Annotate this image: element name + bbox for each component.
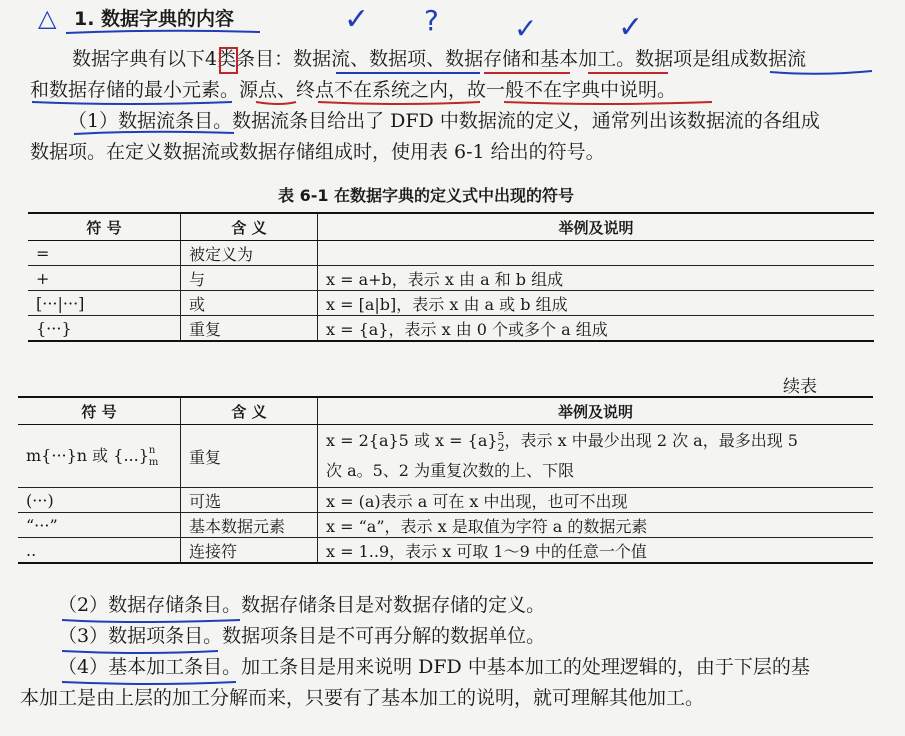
cell-symbol: +: [28, 266, 181, 291]
check-mark-icon: ✓: [344, 2, 370, 37]
intro-line-2: 和数据存储的最小元素。源点、终点不在系统之内，故一般不在字典中说明。: [30, 79, 677, 101]
continued-label: 续表: [783, 377, 817, 397]
table-row: [28, 316, 874, 342]
cell-meaning: 重复: [181, 316, 318, 342]
cell-symbol: =: [28, 241, 181, 266]
check-mark-icon: ✓: [618, 10, 644, 45]
table-row: [28, 291, 874, 316]
intro-pen-marks: [0, 40, 905, 110]
header-symbol: 符 号: [18, 397, 181, 425]
cell-example: x = 1..9，表示 x 可取 1～9 中的任意一个值: [318, 538, 874, 564]
table-row: [28, 266, 874, 291]
table1-caption: 表 6-1 在数据字典的定义式中出现的符号: [278, 186, 575, 205]
intro-line-1: 数据字典有以下4类条目：数据流、数据项、数据存储和基本加工。数据项是组成数据流: [72, 48, 807, 70]
item3-line: （3）数据项条目。数据项条目是不可再分解的数据单位。: [58, 625, 546, 647]
desc-sub: 2: [497, 440, 505, 454]
cell-meaning: 与: [181, 266, 318, 291]
repeat-desc-line2: 次 a。5、2 为重复次数的上、下限: [326, 461, 575, 480]
cell-meaning: 重复: [181, 425, 318, 488]
symbol-table: [28, 212, 874, 342]
item4-line-1: （4）基本加工条目。加工条目是用来说明 DFD 中基本加工的处理逻辑的，由于下层的基: [58, 656, 810, 678]
cell-meaning: 可选: [181, 488, 318, 513]
cell-example: [318, 425, 874, 488]
cell-symbol: “···”: [18, 513, 181, 538]
table-row: [18, 488, 873, 513]
table-header-row: [28, 213, 874, 241]
header-symbol: 符 号: [28, 213, 181, 241]
item4-line-2: 本加工是由上层的加工分解而来，只要有了基本加工的说明，就可理解其他加工。: [20, 687, 705, 709]
cell-example: x = [a|b]，表示 x 由 a 或 b 组成: [318, 291, 875, 316]
cell-example: x = “a”，表示 x 是取值为字符 a 的数据元素: [318, 513, 874, 538]
table-header-row: [18, 397, 873, 425]
header-example: 举例及说明: [318, 213, 875, 241]
item1-line-2: 数据项。在定义数据流或数据存储组成时，使用表 6-1 给出的符号。: [30, 141, 605, 163]
cell-symbol: [···|···]: [28, 291, 181, 316]
question-mark-icon: ?: [424, 4, 439, 37]
table-row: [28, 241, 874, 266]
heading-underline: [64, 28, 264, 36]
cell-symbol: ..: [18, 538, 181, 564]
item1-underline: [70, 128, 240, 138]
lower-pen-marks: [0, 610, 905, 690]
repeat-symbol: m{···}n 或 {...}: [26, 446, 149, 466]
cell-meaning: 基本数据元素: [181, 513, 318, 538]
repeat-sup: n: [148, 444, 156, 456]
cell-example: [318, 241, 875, 266]
cell-symbol: {···}: [28, 316, 181, 342]
header-example: 举例及说明: [318, 397, 874, 425]
header-meaning: 含 义: [181, 397, 318, 425]
symbol-table-continued: [18, 396, 873, 564]
cell-meaning: 被定义为: [181, 241, 318, 266]
header-meaning: 含 义: [181, 213, 318, 241]
cell-example: x = a+b，表示 x 由 a 和 b 组成: [318, 266, 875, 291]
repeat-sub: m: [148, 456, 159, 468]
cell-example: x = (a)表示 a 可在 x 中出现，也可不出现: [318, 488, 874, 513]
table-row: [18, 538, 873, 564]
triangle-mark-icon: △: [38, 4, 57, 32]
table-row: [18, 425, 873, 488]
repeat-desc-start: x = 2{a}5 或 x = {a}: [326, 431, 498, 450]
repeat-desc-end: ，表示 x 中最少出现 2 次 a，最多出现 5: [504, 431, 798, 450]
desc-sup: 5: [497, 429, 505, 443]
cell-symbol: [18, 425, 181, 488]
cell-meaning: 或: [181, 291, 318, 316]
cell-meaning: 连接符: [181, 538, 318, 564]
item2-line: （2）数据存储条目。数据存储条目是对数据存储的定义。: [58, 594, 546, 616]
item1-line-1: （1）数据流条目。数据流条目给出了 DFD 中数据流的定义，通常列出该数据流的各组成: [68, 110, 820, 132]
check-mark-icon: ✓: [514, 12, 538, 45]
cell-symbol: (···): [18, 488, 181, 513]
table-row: [18, 513, 873, 538]
cell-example: x = {a}，表示 x 由 0 个或多个 a 组成: [318, 316, 875, 342]
section-heading: 1. 数据字典的内容: [74, 8, 235, 30]
